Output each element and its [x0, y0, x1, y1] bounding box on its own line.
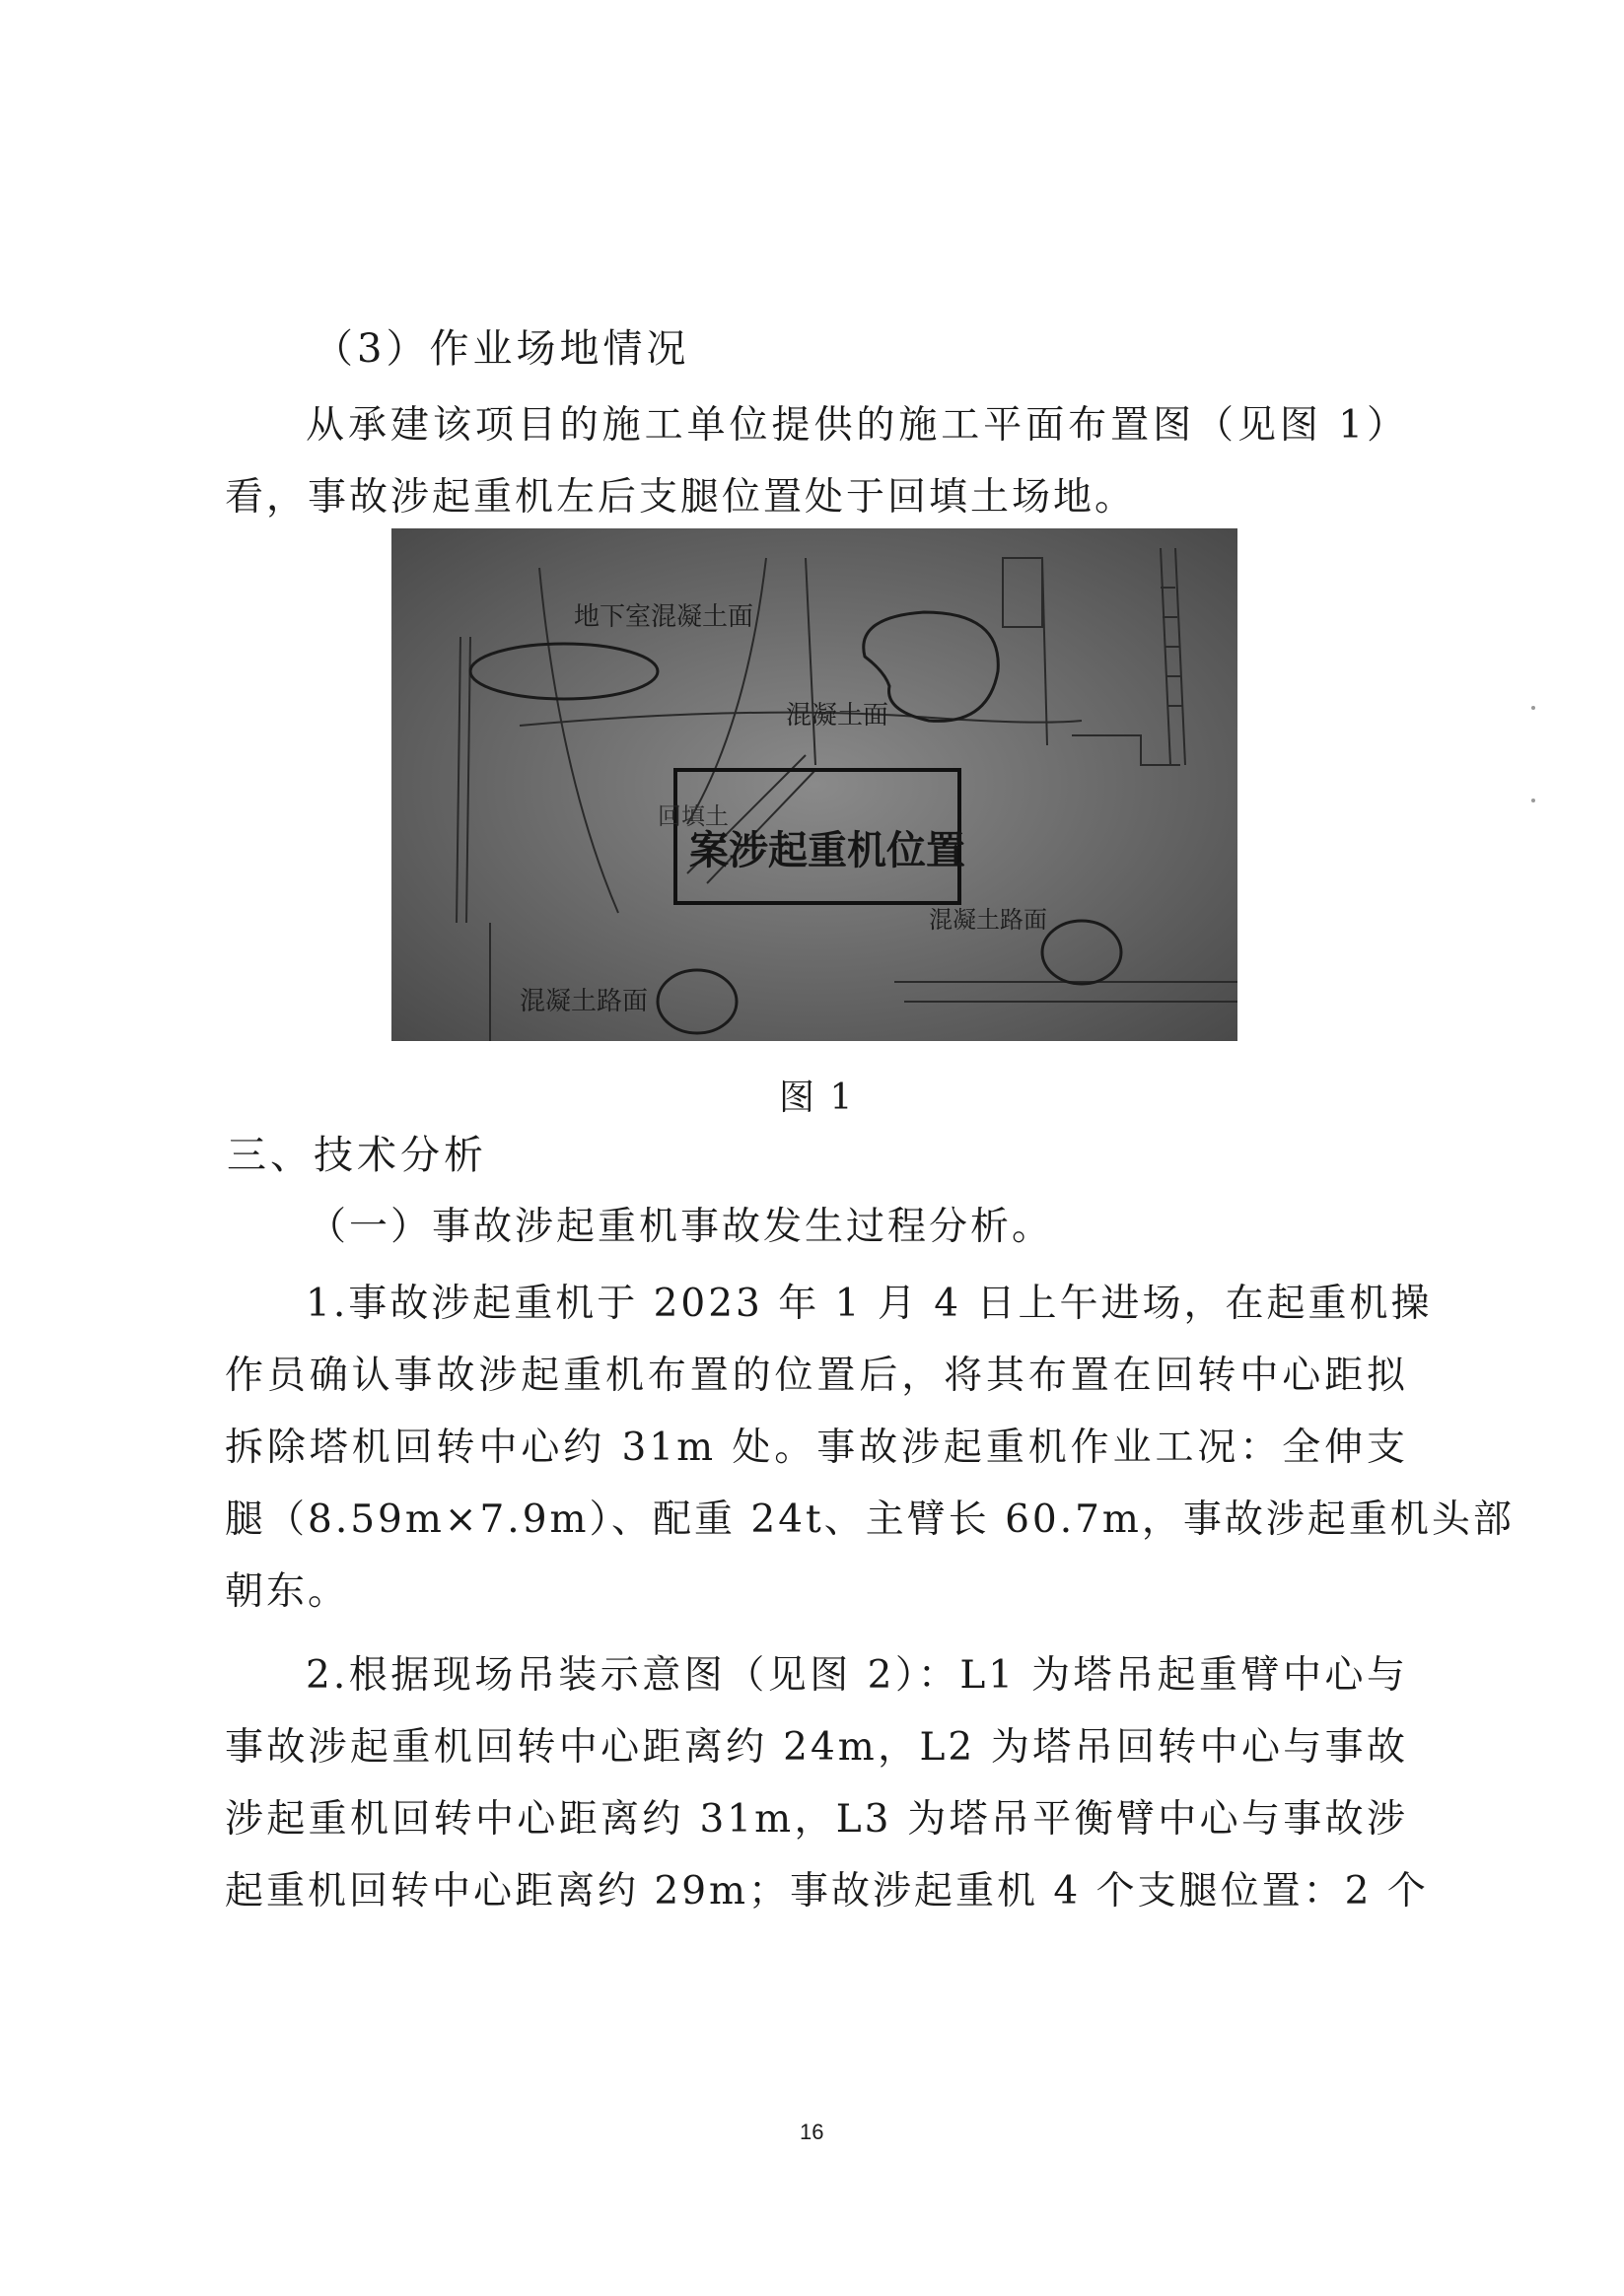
paragraph-line: 作员确认事故涉起重机布置的位置后，将其布置在回转中心距拟: [225, 1354, 1408, 1398]
label-road-left: 混凝土路面: [520, 987, 649, 1016]
site-layout-drawing: [391, 528, 1237, 1041]
paragraph-line: 拆除塔机回转中心约 31m 处。事故涉起重机作业工况：全伸支: [225, 1426, 1408, 1470]
figure-caption: 图 1: [779, 1078, 855, 1118]
paragraph-line: 起重机回转中心距离约 29m；事故涉起重机 4 个支腿位置：2 个: [225, 1869, 1429, 1913]
paragraph-line: 看，事故涉起重机左后支腿位置处于回填土场地。: [225, 475, 1137, 520]
label-backfill: 回填土: [658, 802, 729, 830]
chapter-heading: 三、技术分析: [227, 1133, 487, 1178]
paragraph-line: 涉起重机回转中心距离约 31m，L3 为塔吊平衡臂中心与事故涉: [225, 1797, 1408, 1842]
paragraph-line: 1.事故涉起重机于 2023 年 1 月 4 日上午进场，在起重机操: [306, 1282, 1433, 1326]
scan-speck: [1531, 799, 1535, 802]
page-number: 16: [800, 2120, 824, 2144]
paragraph-line: 事故涉起重机回转中心距离约 24m，L2 为塔吊回转中心与事故: [225, 1725, 1408, 1770]
paragraph-line: 朝东。: [225, 1569, 350, 1614]
scan-speck: [1531, 706, 1535, 710]
label-road-right: 混凝土路面: [929, 906, 1047, 934]
paragraph-line: 2.根据现场吊装示意图（见图 2）：L1 为塔吊起重臂中心与: [306, 1653, 1408, 1698]
label-crane-position: 案涉起重机位置: [689, 828, 965, 873]
site-layout-figure: [391, 528, 1237, 1041]
section-heading: （3）作业场地情况: [314, 326, 690, 372]
paragraph-line: 从承建该项目的施工单位提供的施工平面布置图（见图 1）: [306, 403, 1408, 448]
label-basement: 地下室混凝土面: [574, 602, 754, 632]
subsection-heading: （一）事故涉起重机事故发生过程分析。: [308, 1205, 1054, 1249]
label-concrete: 混凝土面: [786, 701, 889, 731]
paragraph-line: 腿（8.59m×7.9m）、配重 24t、主臂长 60.7m，事故涉起重机头部: [225, 1497, 1515, 1542]
